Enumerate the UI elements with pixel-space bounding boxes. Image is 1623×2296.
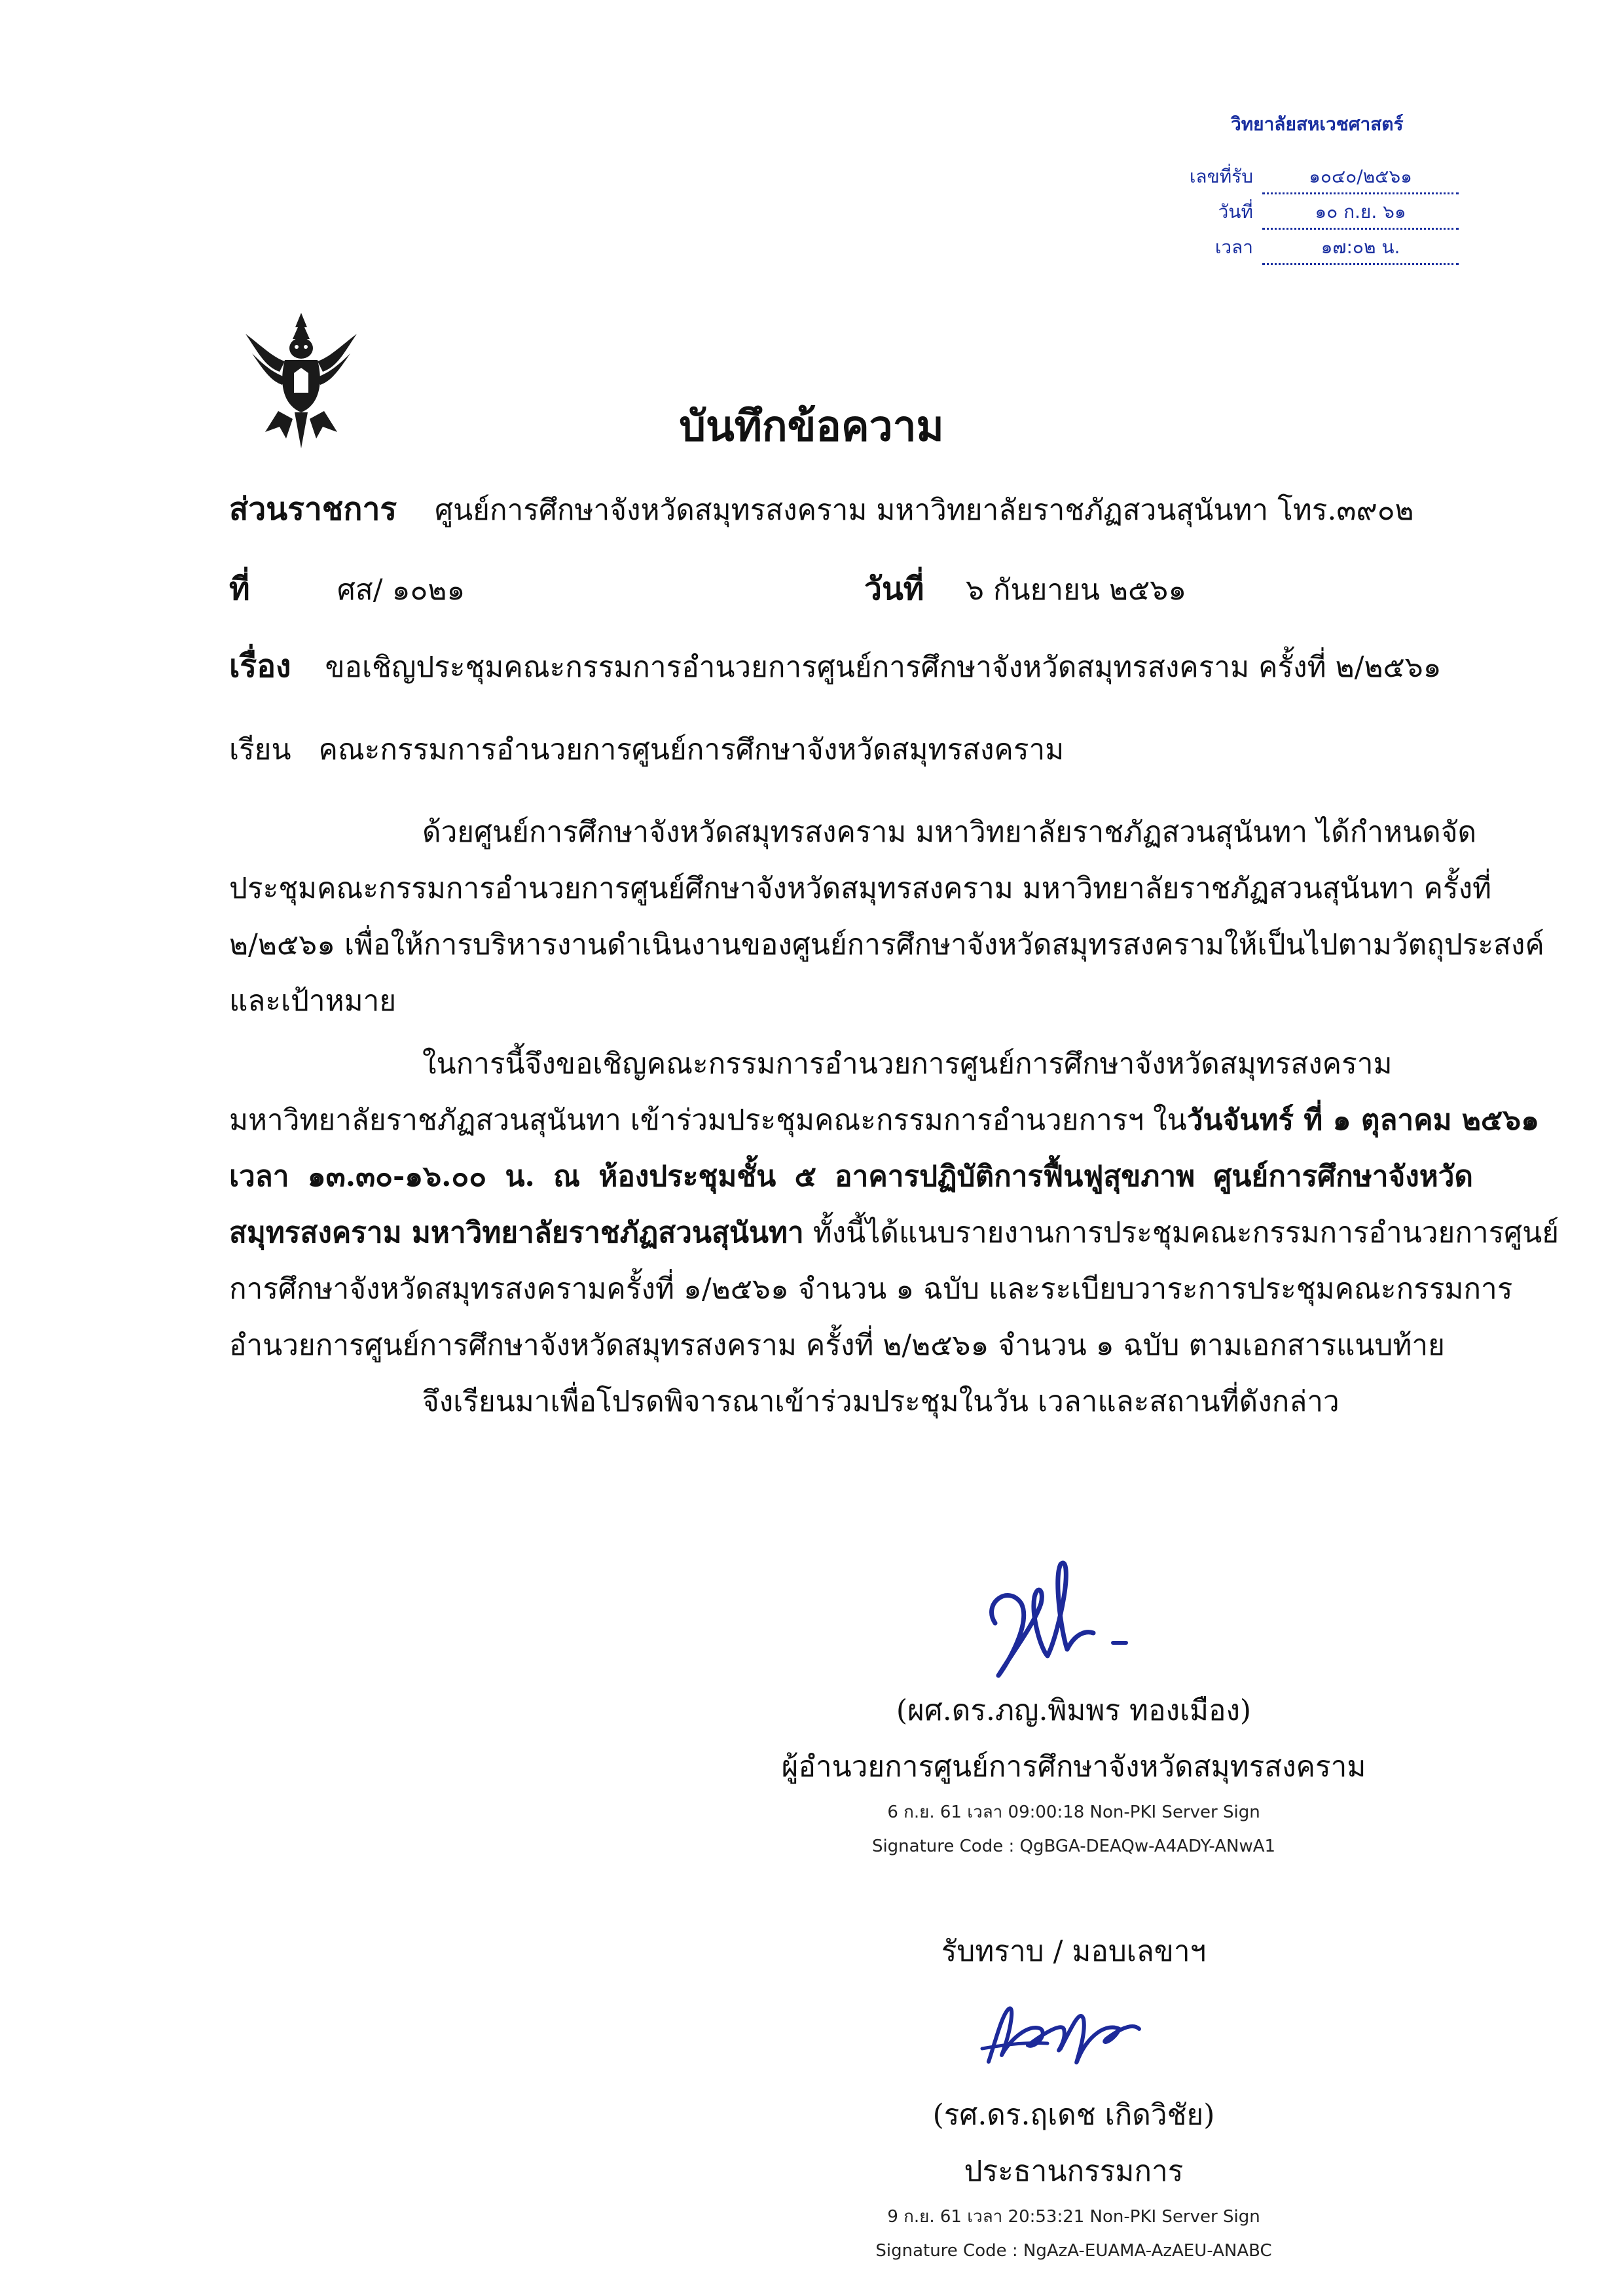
meeting-time-venue: เวลา ๑๓.๓๐-๑๖.๐๐ น. ณ ห้องประชุมชั้น ๕ อาคารปฏิบัติการฟื้นฟูสุขภาพ ศูนย์การศึกษาจังหวัด [229, 1160, 1473, 1193]
paragraph-2-line-2-text: มหาวิทยาลัยราชภัฏสวนสุนันทา เข้าร่วมประชุมคณะกรรมการอำนวยการฯ ใน [229, 1103, 1187, 1137]
paragraph-1-line-2: ประชุมคณะกรรมการอำนวยการศูนย์ศึกษาจังหวัดสมุทรสงคราม มหาวิทยาลัยราชภัฏสวนสุนันทา ครั้งที่ [229, 872, 1492, 905]
signer-1-sign-code: Signature Code : QgBGA-DEAQw-A4ADY-ANwA1 [871, 1837, 1276, 1856]
subject-value: ขอเชิญประชุมคณะกรรมการอำนวยการศูนย์การศึกษาจังหวัดสมุทรสงคราม ครั้งที่ ๒/๒๕๖๑ [325, 651, 1442, 684]
receipt-time-row [1152, 233, 1460, 259]
agency-value: ศูนย์การศึกษาจังหวัดสมุทรสงคราม มหาวิทยาลัยราชภัฏสวนสุนันทา โทร.๓๙๐๒ [435, 493, 1414, 527]
agency-label: ส่วนราชการ [229, 491, 397, 528]
doc-date-label-wrap [864, 564, 924, 614]
salutation-value: คณะกรรมการอำนวยการศูนย์การศึกษาจังหวัดสมุทรสงคราม [318, 733, 1065, 766]
signer-1-sign-info: 6 ก.ย. 61 เวลา 09:00:18 Non-PKI Server Sign [887, 1803, 1260, 1822]
receipt-time-label: เวลา [1214, 236, 1253, 258]
signer-2-name: (รศ.ดร.ฤเดช เกิดวิชัย) [932, 2098, 1215, 2132]
doc-date-label: วันที่ [864, 571, 924, 607]
signer-1-name: (ผศ.ดร.ภญ.พิมพร ทองเมือง) [896, 1694, 1252, 1727]
receipt-stamp-org: วิทยาลัยสหเวชศาสตร์ [1231, 113, 1404, 135]
paragraph-2-line-4-text: ทั้งนี้ได้แนบรายงานการประชุมคณะกรรมการอำนวยการศูนย์ [803, 1216, 1559, 1249]
closing-line: จึงเรียนมาเพื่อโปรดพิจารณาเข้าร่วมประชุมในวัน เวลาและสถานที่ดังกล่าว [422, 1385, 1340, 1418]
subject-label: เรื่อง [229, 648, 291, 685]
paragraph-1-line-4: และเป้าหมาย [229, 984, 397, 1018]
signature-1-icon [969, 1551, 1152, 1695]
receipt-number-label: เลขที่รับ [1189, 166, 1253, 187]
agency-row [229, 484, 1414, 534]
receipt-date-row [1152, 198, 1460, 224]
signer-2-sign-code: Signature Code : NgAzA-EUAMA-AzAEU-ANABC [875, 2241, 1272, 2261]
salutation-label: เรียน [229, 733, 291, 766]
paragraph-2-line-2 [229, 1097, 1540, 1143]
endorsement-note: รับทราบ / มอบเลขาฯ [941, 1935, 1207, 1968]
paragraph-2-line-1: ในการนี้จึงขอเชิญคณะกรรมการอำนวยการศูนย์การศึกษาจังหวัดสมุทรสงคราม [422, 1047, 1393, 1081]
receipt-date-label: วันที่ [1218, 201, 1253, 223]
meeting-date: วันจันทร์ ที่ ๑ ตุลาคม ๒๕๖๑ [1186, 1103, 1540, 1137]
signer-2-sign-info: 9 ก.ย. 61 เวลา 20:53:21 Non-PKI Server Sign [887, 2207, 1260, 2227]
memo-title: บันทึกข้อความ [679, 402, 944, 451]
paragraph-1-line-1: ด้วยศูนย์การศึกษาจังหวัดสมุทรสงคราม มหาวิทยาลัยราชภัฏสวนสุนันทา ได้กำหนดจัด [422, 816, 1477, 849]
receipt-date-value: ๑๐ ก.ย. ๖๑ [1262, 198, 1459, 230]
ref-label: ที่ [229, 571, 250, 607]
signer-2-position: ประธานกรรมการ [964, 2155, 1184, 2188]
signer-1-position: ผู้อำนวยการศูนย์การศึกษาจังหวัดสมุทรสงคราม [781, 1750, 1366, 1784]
ref-label-row [229, 564, 250, 614]
paragraph-1-line-3: ๒/๒๕๖๑ เพื่อให้การบริหารงานดำเนินงานของศูนย์การศึกษาจังหวัดสมุทรสงครามให้เป็นไปตามวัตถุประสงค์ [229, 928, 1544, 961]
salutation-row [229, 726, 1064, 772]
paragraph-2-line-6: อำนวยการศูนย์การศึกษาจังหวัดสมุทรสงคราม ครั้งที่ ๒/๒๕๖๑ จำนวน ๑ ฉบับ ตามเอกสารแนบท้าย [229, 1329, 1445, 1362]
receipt-number-row [1152, 162, 1460, 188]
receipt-time-value: ๑๗:๐๒ น. [1262, 233, 1459, 265]
subject-row [229, 641, 1442, 691]
signature-2-icon [949, 1983, 1172, 2094]
receipt-number-value: ๑๐๔๐/๒๕๖๑ [1262, 162, 1459, 194]
ref-value: ศส/ ๑๐๒๑ [337, 573, 465, 607]
paragraph-2-line-5: การศึกษาจังหวัดสมุทรสงครามครั้งที่ ๑/๒๕๖๑ จำนวน ๑ ฉบับ และระเบียบวาระการประชุมคณะกรรมการ [229, 1272, 1513, 1306]
paragraph-2-line-4 [229, 1210, 1559, 1255]
doc-date-value: ๖ กันยายน ๒๕๖๑ [966, 573, 1187, 607]
meeting-venue-org: สมุทรสงคราม มหาวิทยาลัยราชภัฏสวนสุนันทา [229, 1216, 804, 1249]
